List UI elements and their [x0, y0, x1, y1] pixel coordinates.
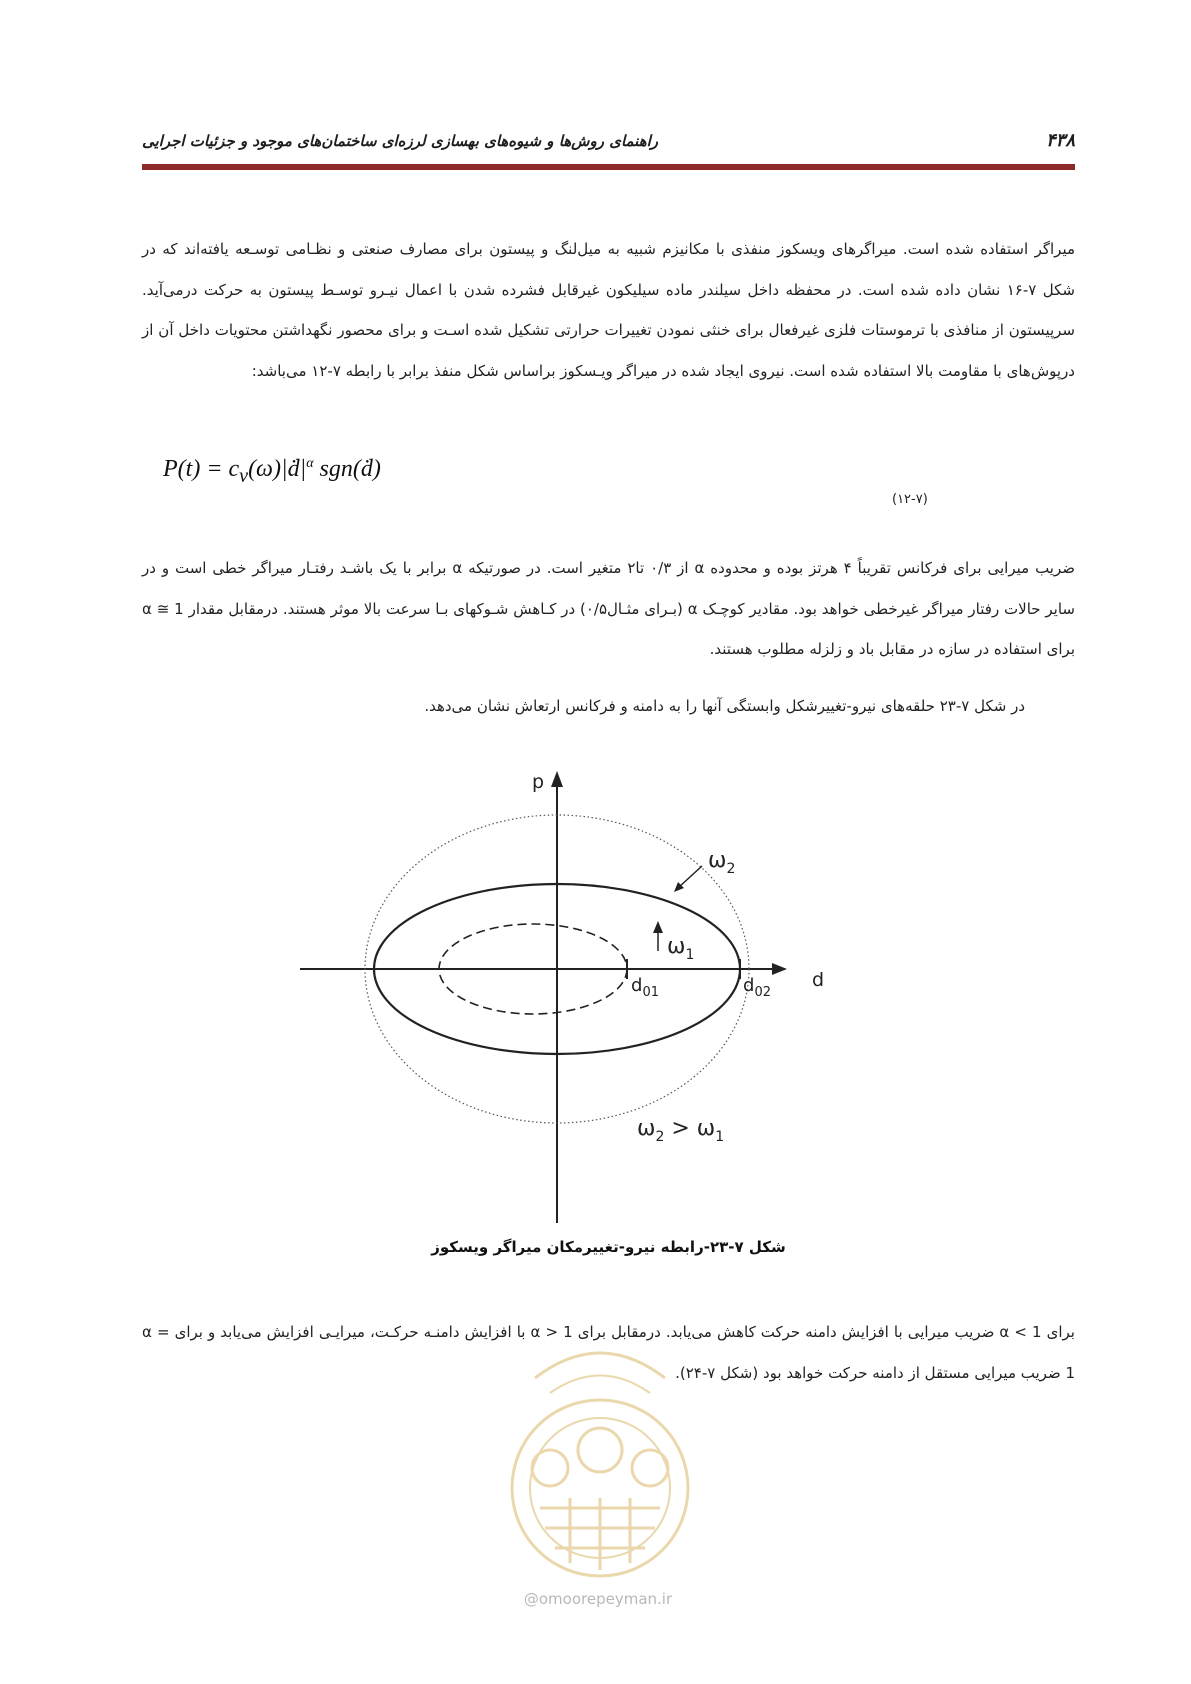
seal-icon: [490, 1338, 710, 1598]
equation-12-7: [163, 456, 381, 488]
y-axis-arrow: [551, 771, 563, 787]
x-axis-arrow: [772, 963, 787, 975]
omega2-label: $\omega_2$: [708, 848, 736, 877]
running-title: راهنمای روش‌ها و شیوه‌های بهسازی لرزه‌ای ساختمان‌های موجود و جزئیات اجرایی: [142, 132, 659, 150]
x-axis-label: d: [812, 969, 825, 991]
paragraph-damping: ضریب میرایی برای فرکانس تقریباً ۴ هرتز بوده و محدوده α از ۰/۳ تا۲ متغیر است. در صورتیکه α برابر با یک باشـد رفتـار میراگر خطی است و در سایر حالات رفتار میراگر غیرخطی خواهد بود. مقادیر کوچـک α (بـرای مثـال۰/۵) در کـاهش شـوکهای بـا سرعت بالا موثر هستند. درمقابل مقدار α ≅ 1 برای استفاده در سازه در مقابل باد و زلزله مطلوب هستند.: [142, 559, 1075, 658]
paragraph-intro: میراگر استفاده شده است. میراگرهای ویسکوز منفذی با مکانیزم شبیه به میل‌لنگ و پیستون برای مصارف صنعتی و نظـامی توسـعه یافته‌اند که در شکل ۷-۱۶ نشان داده شده است. در محفظه داخل سیلندر ماده سیلیکون غیرقابل فشرده شدن با اعمال نیـرو توسـط پیستون به حرکت درمی‌آید. سرپیستون از منافذی با ترموستات فلزی غیرفعال برای خنثی نمودن تغییرات حرارتی تشکیل شده اسـت و برای محصور نگهداشتن محتویات داخل آن از درپوش‌های با مقاومت بالا استفاده شده است. نیروی ایجاد شده در میراگر ویـسکوز براساس شکل منفذ برابر با رابطه ۷-۱۲ می‌باشد:: [142, 240, 1075, 380]
paragraph-figure-ref: در شکل ۷-۲۳ حلقه‌های نیرو-تغییرشکل وابستگی آنها را به دامنه و فرکانس ارتعاش نشان می‌دهد.: [424, 697, 1025, 715]
paragraph-alpha-effect: برای α < 1 ضریب میرایی با افزایش دامنه حرکت کاهش می‌یابد. درمقابل برای α > 1 با افزایش دامنـه حرکـت، میرایـی افزایش می‌یابد و برای α = 1 ضریب میرایی مستقل از دامنه حرکت خواهد بود (شکل ۷-۲۴).: [142, 1323, 1075, 1382]
page-header: [142, 122, 1075, 160]
page-number: ۴۳۸: [1045, 130, 1075, 151]
equation-number: (۱۲-۷): [892, 492, 928, 507]
equation-lhs: P(t) = c: [163, 456, 240, 482]
omega1-label: $\omega_1$: [667, 934, 695, 963]
watermark-logo: [490, 1338, 710, 1598]
equation-rhs: sgn(ḋ): [313, 456, 381, 482]
d01-label: $d_{01}$: [631, 975, 659, 1000]
figure-caption: شکل ۷-۲۳-رابطه نیرو-تغییرمکان میراگر ویسکوز: [431, 1238, 786, 1256]
omega2-pointer: [679, 866, 702, 887]
omega1-pointer-head: [653, 921, 663, 933]
watermark-text: @omoorepeyman.ir: [523, 1590, 673, 1608]
force-displacement-figure: [300, 763, 850, 1233]
equation-middle: (ω)|ḋ|: [248, 456, 307, 482]
omega-relation: $\omega_2 > \omega_1$: [637, 1116, 725, 1145]
hysteresis-diagram: [300, 763, 850, 1233]
equation-subscript: v: [239, 464, 249, 487]
equation-exponent: α: [306, 456, 314, 471]
d02-label: $d_{02}$: [743, 975, 771, 1000]
y-axis-label: p: [532, 771, 545, 793]
header-rule: [142, 164, 1075, 170]
